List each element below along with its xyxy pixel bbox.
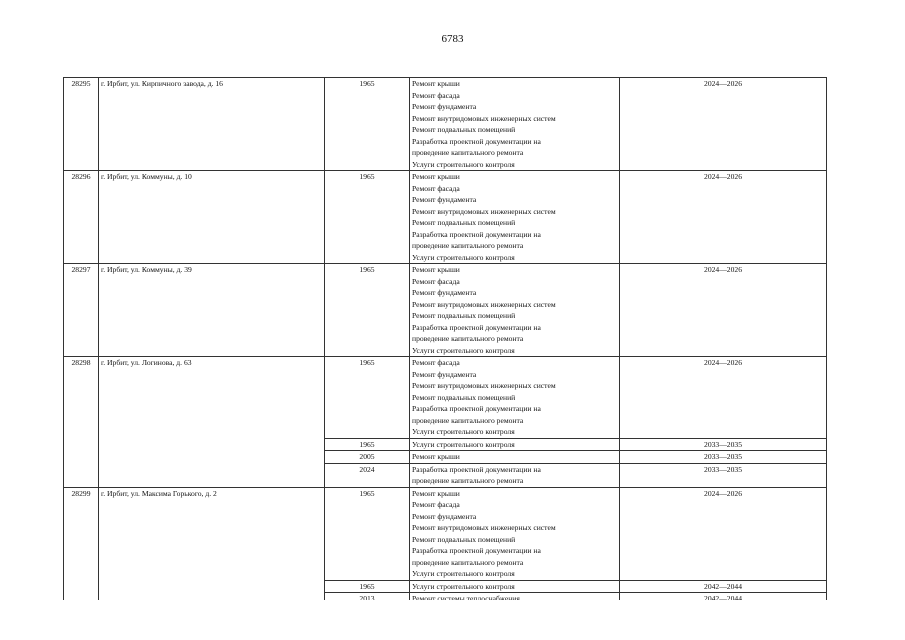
repair-period: 2024—2026 [620, 264, 827, 357]
build-year: 2005 [325, 451, 410, 464]
house-address: г. Ирбит, ул. Максима Горького, д. 2 [99, 487, 325, 600]
repair-period: 2024—2026 [620, 357, 827, 439]
work-item: Ремонт фундамента [412, 511, 477, 521]
build-year: 1965 [325, 438, 410, 451]
build-year: 1965 [325, 580, 410, 593]
work-item: проведение капитального ремонта [412, 415, 524, 425]
works-list [410, 451, 620, 464]
work-item: Ремонт внутридомовых инженерных систем [412, 381, 556, 390]
repair-period: 2033—2035 [620, 438, 827, 451]
work-item: Ремонт подвальных помещений [412, 534, 516, 544]
work-item: Ремонт фундамента [412, 288, 477, 297]
work-item: Разработка проектной документации на [412, 464, 541, 474]
table-row [64, 357, 827, 439]
repair-period: 2042—2044 [620, 593, 827, 601]
table-row [64, 487, 827, 580]
works-list [410, 593, 620, 601]
works-list [410, 438, 620, 451]
repair-period: 2033—2035 [620, 463, 827, 487]
table-row [64, 171, 827, 264]
work-item: Ремонт крыши [412, 79, 460, 88]
work-item: Разработка проектной документации на [412, 404, 541, 413]
work-item: Разработка проектной документации на [412, 322, 541, 332]
work-item: Ремонт подвальных помещений [412, 311, 516, 320]
works-list [410, 357, 620, 439]
work-item: Ремонт системы теплоснабжения [412, 594, 520, 600]
works-list [410, 171, 620, 264]
house-id: 28295 [64, 78, 99, 171]
house-address: г. Ирбит, ул. Логинова, д. 63 [99, 357, 325, 488]
works-list [410, 580, 620, 593]
work-item: Ремонт внутридомовых инженерных систем [412, 299, 556, 309]
work-item: Услуги строительного контроля [412, 439, 515, 449]
work-item: Ремонт фасада [412, 500, 460, 509]
build-year: 1965 [325, 78, 410, 171]
work-item: Ремонт крыши [412, 452, 460, 461]
repair-period: 2042—2044 [620, 580, 827, 593]
work-item: проведение капитального ремонта [412, 557, 524, 567]
work-item: Ремонт фундамента [412, 195, 477, 204]
work-item: Ремонт внутридомовых инженерных систем [412, 206, 556, 216]
work-item: Ремонт крыши [412, 172, 460, 181]
work-item: проведение капитального ремонта [412, 148, 524, 157]
page-number: 6783 [441, 33, 464, 45]
work-item: Ремонт фундамента [412, 102, 477, 111]
work-item: Ремонт фасада [412, 90, 460, 100]
work-item: Ремонт фундамента [412, 369, 477, 379]
work-item: Ремонт крыши [412, 265, 460, 274]
work-item: Ремонт подвальных помещений [412, 125, 516, 134]
work-item: Ремонт подвальных помещений [412, 218, 516, 227]
house-id: 28298 [64, 357, 99, 488]
house-address: г. Ирбит, ул. Кирпичного завода, д. 16 [99, 78, 325, 171]
repair-period: 2033—2035 [620, 451, 827, 464]
repair-schedule-table [63, 77, 827, 600]
work-item: Разработка проектной документации на [412, 136, 541, 146]
house-address: г. Ирбит, ул. Коммуны, д. 10 [99, 171, 325, 264]
table-body [64, 78, 827, 601]
work-item: Ремонт фасада [412, 358, 460, 367]
work-item: Услуги строительного контроля [412, 159, 515, 169]
work-item: Услуги строительного контроля [412, 345, 515, 355]
work-item: Ремонт крыши [412, 488, 460, 498]
works-list [410, 264, 620, 357]
table-row [64, 264, 827, 357]
build-year: 2024 [325, 463, 410, 487]
work-item: проведение капитального ремонта [412, 476, 524, 485]
house-id: 28299 [64, 487, 99, 600]
house-id: 28297 [64, 264, 99, 357]
works-list [410, 78, 620, 171]
build-year: 1965 [325, 264, 410, 357]
build-year: 1965 [325, 357, 410, 439]
repair-period: 2024—2026 [620, 171, 827, 264]
work-item: Услуги строительного контроля [412, 581, 515, 591]
repair-period: 2024—2026 [620, 78, 827, 171]
work-item: Разработка проектной документации на [412, 229, 541, 239]
repair-period: 2024—2026 [620, 487, 827, 580]
work-item: Услуги строительного контроля [412, 427, 515, 436]
house-address: г. Ирбит, ул. Коммуны, д. 39 [99, 264, 325, 357]
work-item: Ремонт подвальных помещений [412, 392, 516, 402]
work-item: Разработка проектной документации на [412, 546, 541, 555]
build-year: 1965 [325, 487, 410, 580]
work-item: Ремонт внутридомовых инженерных систем [412, 523, 556, 532]
house-id: 28296 [64, 171, 99, 264]
work-item: проведение капитального ремонта [412, 241, 524, 250]
build-year: 2013 [325, 593, 410, 601]
works-list [410, 463, 620, 487]
work-item: Услуги строительного контроля [412, 569, 515, 578]
build-year: 1965 [325, 171, 410, 264]
work-item: Ремонт фасада [412, 183, 460, 193]
work-item: Ремонт внутридомовых инженерных систем [412, 113, 556, 123]
work-item: Ремонт фасада [412, 276, 460, 286]
work-item: проведение капитального ремонта [412, 334, 524, 343]
table-row [64, 78, 827, 171]
work-item: Услуги строительного контроля [412, 252, 515, 262]
works-list [410, 487, 620, 580]
